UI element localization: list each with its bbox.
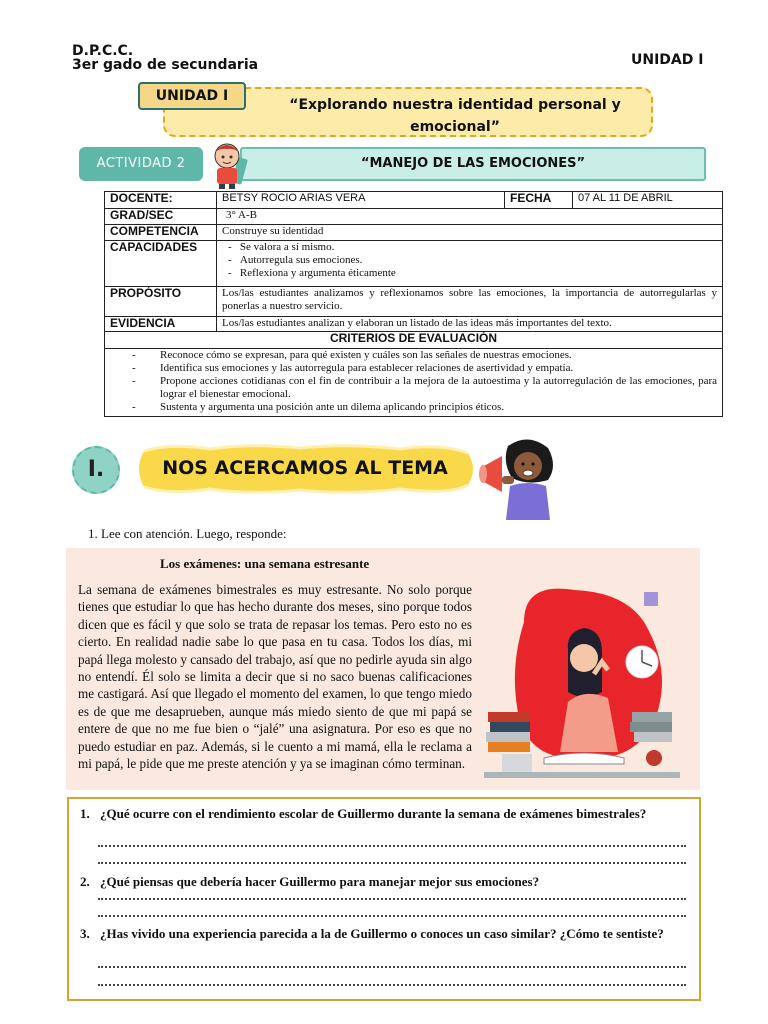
competencia-label: COMPETENCIA — [105, 225, 217, 241]
grad-value: 3° A-B — [217, 209, 723, 225]
activity-title: “MANEJO DE LAS EMOCIONES” — [240, 147, 706, 181]
activity-label: ACTIVIDAD 2 — [79, 147, 203, 181]
capacidades-list — [217, 241, 723, 287]
capacidad-item: - Autorregula sus emociones. — [228, 254, 363, 266]
fecha-label: FECHA — [505, 192, 573, 209]
fecha-value: 07 AL 11 DE ABRIL — [573, 192, 723, 209]
criterio-item: - Reconoce cómo se expresan, para qué existen y cuáles son las señales de nuestras emociones. — [132, 349, 572, 361]
stressed-student-illustration — [484, 562, 680, 784]
answer-line[interactable] — [98, 966, 686, 968]
question-1: 1. ¿Qué ocurre con el rendimiento escolar de Guillermo durante la semana de exámenes bimestrales? — [80, 806, 647, 821]
grade-label: 3er gado de secundaria — [72, 57, 259, 73]
reading-title: Los exámenes: una semana estresante — [160, 556, 370, 571]
org-name: D.P.C.C. — [72, 43, 134, 59]
capacidades-label: CAPACIDADES — [105, 241, 217, 287]
answer-line[interactable] — [98, 862, 686, 864]
docente-value: BETSY ROCIO ARIAS VERA — [217, 192, 505, 209]
unit-label-right: UNIDAD I — [631, 52, 704, 68]
answer-line[interactable] — [98, 898, 686, 900]
evidencia-label: EVIDENCIA — [105, 317, 217, 332]
unit-title: “Explorando nuestra identidad personal y emocional” — [289, 97, 621, 135]
proposito-label: PROPÓSITO — [105, 287, 217, 317]
unit-badge: UNIDAD I — [138, 82, 246, 110]
docente-label: DOCENTE: — [105, 192, 217, 209]
answer-line[interactable] — [98, 984, 686, 986]
girl-megaphone-icon — [478, 436, 558, 520]
answer-line[interactable] — [98, 845, 686, 847]
grad-label: GRAD/SEC — [105, 209, 217, 225]
question-3: 3. ¿Has vivido una experiencia parecida a la de Guillermo o conoces un caso similar? ¿Cómo te sentiste? — [80, 926, 664, 941]
reading-text: La semana de exámenes bimestrales es muy estresante. No solo porque tienes que estudiar lo que has hecho durante dos meses, sino porque todos dicen que es fácil y que solo se trata de repasar los temas. Pero esto no es cierto. En realidad nadie sabe lo que pasa en tu casa. Todos los días, mi papá llega molesto y cansado del trabajo, así que no pedirle ayuda sin algo no entendí. Él solo se limita a decir que si no saco buenas calificaciones me castigará. Así que llegado el momento del examen, lo que tengo miedo es de que me desaprueben, aunque más miedo siento de que mi papá se entere de que no me fue bien o “jalé” una asignatura. Por eso es que no puedo estudiar en paz. Además, si le cuento a mi mamá, ella le reclama a mi papá, le pide que me preste atención y ya se imaginan cómo terminan. — [78, 582, 472, 772]
section-title: NOS ACERCAMOS AL TEMA — [162, 457, 448, 479]
criterio-item: - Sustenta y argumenta una posición ante un dilema aplicando principios éticos. — [132, 401, 505, 413]
student-mascot-icon — [205, 140, 253, 190]
criterio-item: - Propone acciones cotidianas con el fin de contribuir a la mejora de la autoestima y la autorregulación de las emociones, para lograr el bienestar emocional. — [132, 375, 717, 400]
proposito-value: Los/las estudiantes analizamos y reflexionamos sobre las emociones, la importancia de autorregularlas y ponerlas a nuestro servicio. — [217, 287, 723, 317]
capacidad-item: - Reflexiona y argumenta éticamente — [228, 267, 396, 279]
instruction-text: 1. Lee con atención. Luego, responde: — [88, 526, 287, 541]
criterios-list — [105, 349, 723, 417]
criterio-item: - Identifica sus emociones y las autorregula para establecer relaciones de asertividad y empatía. — [132, 362, 574, 374]
document-header — [72, 44, 258, 72]
competencia-value: Construye su identidad — [217, 225, 723, 241]
section-number: I. — [72, 446, 120, 494]
activity-info-table — [104, 191, 723, 417]
capacidad-item: - Se valora a sí mismo. — [228, 241, 335, 253]
question-2: 2. ¿Qué piensas que debería hacer Guillermo para manejar mejor sus emociones? — [80, 874, 540, 889]
criterios-header: CRITERIOS DE EVALUACIÓN — [105, 332, 723, 349]
evidencia-value: Los/las estudiantes analizan y elaboran un listado de las ideas más importantes del texto. — [217, 317, 723, 332]
answer-line[interactable] — [98, 915, 686, 917]
